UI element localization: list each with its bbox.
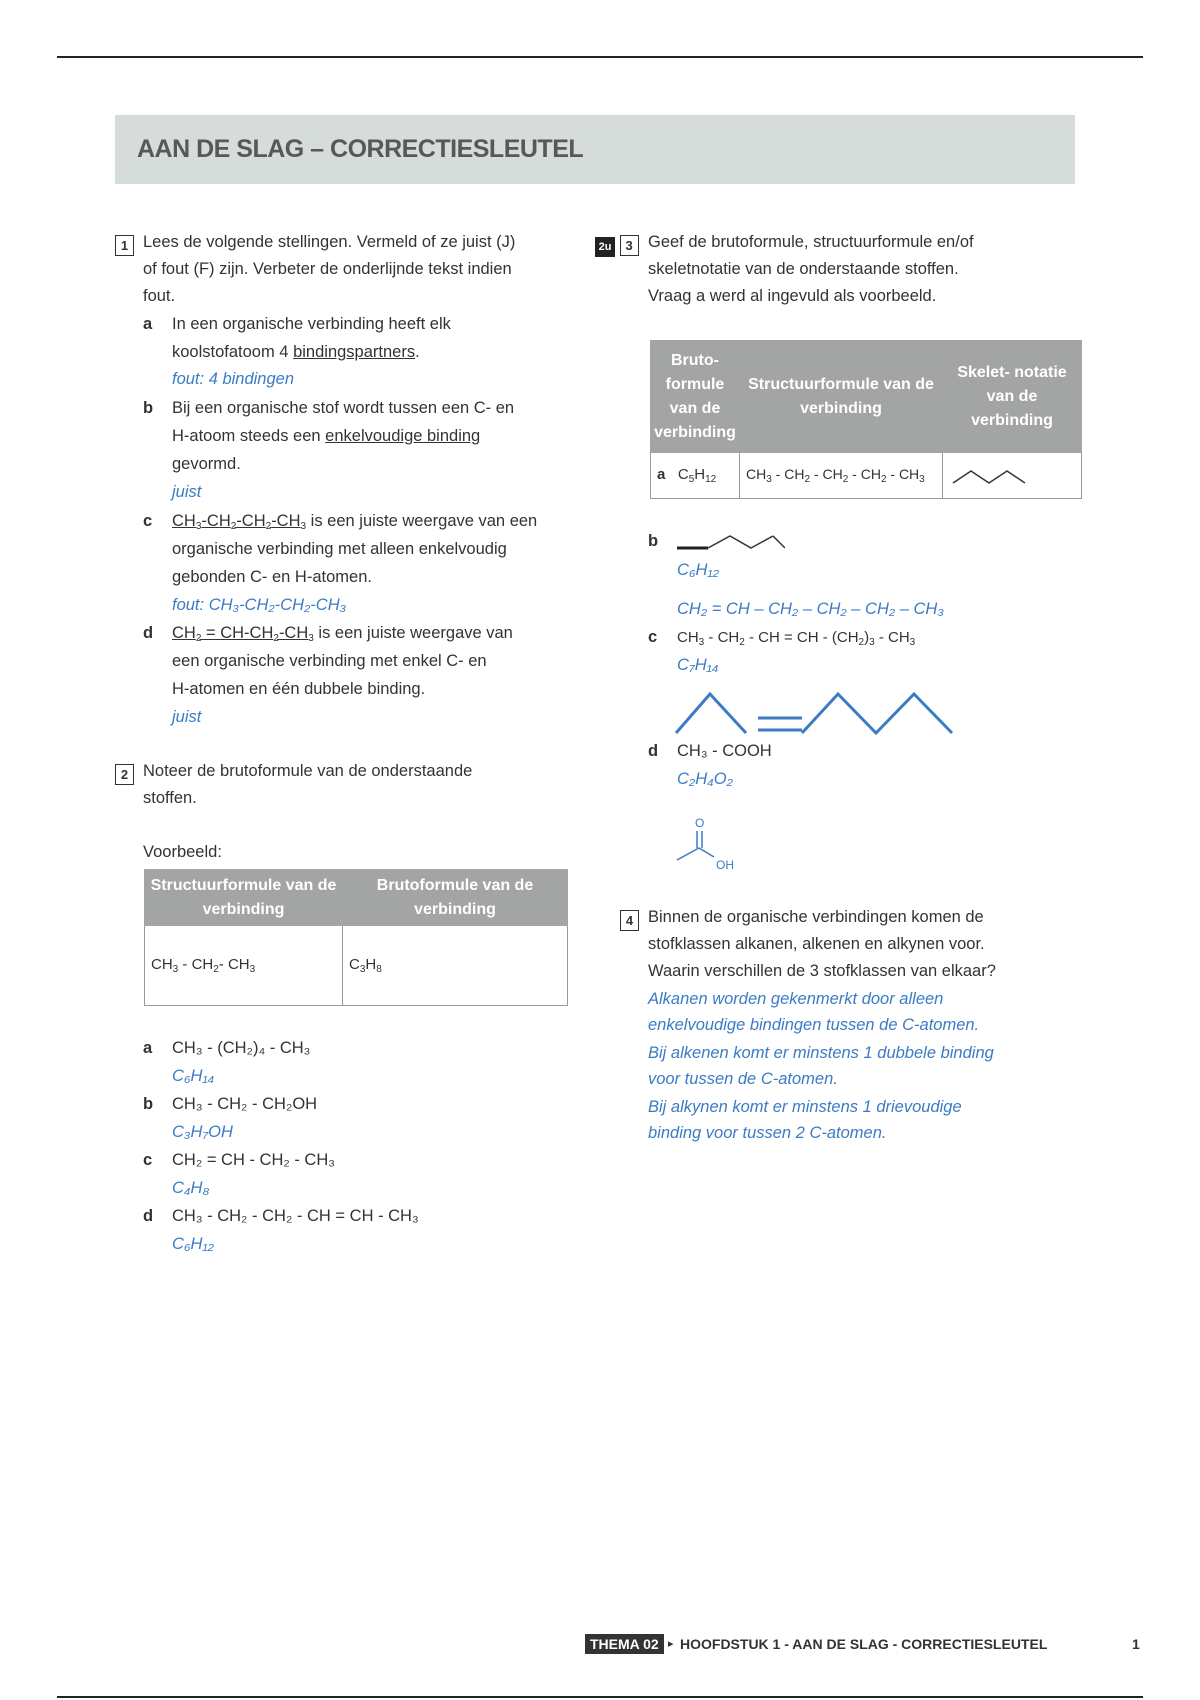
q3b-answer-structure: CH₂ = CH – CH₂ – CH₂ – CH₂ – CH₃	[677, 600, 944, 618]
footer-chapter-title: HOOFDSTUK 1 - AAN DE SLAG - CORRECTIESLEUTEL	[680, 1636, 1048, 1652]
q4-answer-3: Bij alkenen komt er minstens 1 dubbele binding	[648, 1044, 994, 1062]
footer-arrow-icon: ▸	[668, 1638, 674, 1650]
q4-intro-3: Waarin verschillen de 3 stofklassen van elkaar?	[648, 962, 996, 980]
q3a-skeleton-drawing	[945, 459, 1035, 489]
q3a-bruto: a $C_5H_{12}$	[651, 453, 740, 499]
q3-table	[650, 340, 1082, 499]
q3c-answer: C₇H₁₄	[677, 656, 719, 674]
q1-intro-1: Lees de volgende stellingen. Vermeld of ze juist (J)	[143, 233, 516, 251]
q3a-structure: $CH_3 - CH_2 - CH_2 - CH_2 - CH_3$	[740, 453, 943, 499]
q4-number-box: 4	[620, 910, 639, 931]
q2a-answer: C₆H₁₄	[172, 1067, 215, 1085]
q3-time-badge: 2u	[595, 237, 615, 257]
q3b-answer-bruto: C₆H₁₂	[677, 561, 719, 579]
q1b-line3: gevormd.	[172, 455, 241, 473]
q2a-formula: CH₃ - (CH₂)₄ - CH₃	[172, 1039, 311, 1057]
q2d-formula: CH₃ - CH₂ - CH₂ - CH = CH - CH₃	[172, 1207, 419, 1225]
q3-intro-1: Geef de brutoformule, structuurformule en/of	[648, 233, 974, 251]
q1d-answer: juist	[172, 708, 202, 726]
q1d-label: d	[143, 624, 154, 642]
section-banner	[115, 115, 1075, 184]
q1d-line2: een organische verbinding met enkel C- en	[172, 652, 487, 670]
q1-intro-2: of fout (F) zijn. Verbeter de onderlijnde tekst indien	[143, 260, 512, 278]
q3d-answer: C₂H₄O₂	[677, 770, 733, 788]
q3d-skeleton-drawing	[674, 815, 744, 875]
q2c-label: c	[143, 1151, 153, 1169]
q3d-oxygen-label: O	[695, 816, 705, 830]
q4-answer-6: binding voor tussen 2 C-atomen.	[648, 1124, 887, 1142]
q1b-answer: juist	[172, 483, 202, 501]
q4-answer-2: enkelvoudige bindingen tussen de C-atomen.	[648, 1016, 980, 1034]
q1d-line3: H-atomen en één dubbele binding.	[172, 680, 426, 698]
q2d-label: d	[143, 1207, 154, 1225]
q2b-answer: C₃H₇OH	[172, 1123, 233, 1141]
q3-intro-3: Vraag a werd al ingevuld als voorbeeld.	[648, 287, 937, 305]
q4-answer-1: Alkanen worden gekenmerkt door alleen	[648, 990, 944, 1008]
q3b-label: b	[648, 532, 659, 550]
q3c-label: c	[648, 628, 658, 646]
q3-header-structure: Structuurformule van de verbinding	[740, 341, 943, 453]
q1b-label: b	[143, 399, 154, 417]
q1c-line1: $CH_3-CH_2-CH_2-CH_3$ is een juiste weergave van een	[172, 512, 538, 532]
q2-example-label: Voorbeeld:	[143, 843, 222, 861]
q3-number-box: 3	[620, 235, 639, 256]
q1c-answer: fout: CH₃-CH₂-CH₂-CH₃	[172, 596, 347, 614]
q2b-formula: CH₃ - CH₂ - CH₂OH	[172, 1095, 318, 1113]
q1-number-box: 1	[115, 235, 134, 256]
q4-intro-2: stofklassen alkanen, alkenen en alkynen voor.	[648, 935, 985, 953]
q2b-label: b	[143, 1095, 154, 1113]
q3-intro-2: skeletnotatie van de onderstaande stoffen.	[648, 260, 959, 278]
q3c-skeleton-drawing	[674, 688, 959, 738]
q1d-line1: $CH_2 = CH-CH_2-CH_3$ is een juiste weergave van	[172, 624, 513, 644]
q1a-label: a	[143, 315, 153, 333]
q1a-answer: fout: 4 bindingen	[172, 370, 295, 388]
q1c-line2: organische verbinding met alleen enkelvoudig	[172, 540, 507, 558]
q1-intro-3: fout.	[143, 287, 176, 305]
q3d-hydroxyl-label: OH	[716, 858, 734, 872]
q3-header-bruto: Bruto- formule van de verbinding	[651, 341, 740, 453]
q2c-formula: CH₂ = CH - CH₂ - CH₃	[172, 1151, 335, 1169]
q2-intro-2: stoffen.	[143, 789, 197, 807]
q2-example-structure: $CH_3 - CH_2-$ $CH_3$	[145, 926, 343, 1006]
q3a-skelet	[943, 453, 1082, 499]
q1c-line3: gebonden C- en H-atomen.	[172, 568, 372, 586]
top-rule	[57, 56, 1143, 58]
q3d-label: d	[648, 742, 659, 760]
q2a-label: a	[143, 1039, 153, 1057]
q1c-label: c	[143, 512, 153, 530]
q3b-skeleton-drawing	[675, 528, 785, 558]
page-number: 1	[1132, 1636, 1140, 1652]
q3-badges	[595, 235, 639, 257]
q4-answer-4: voor tussen de C-atomen.	[648, 1070, 838, 1088]
q2-intro-1: Noteer de brutoformule van de onderstaande	[143, 762, 473, 780]
bottom-rule	[57, 1696, 1143, 1698]
q1a-line1: In een organische verbinding heeft elk	[172, 315, 451, 333]
q2-example-bruto: $C_3H_8$	[343, 926, 568, 1006]
q1b-line1: Bij een organische stof wordt tussen een C- en	[172, 399, 515, 417]
q1a-line2: koolstofatoom 4 bindingspartners.	[172, 343, 420, 361]
q2-example-table	[144, 869, 568, 1006]
q3-header-skelet: Skelet- notatie van de verbinding	[943, 341, 1082, 453]
footer-theme-badge: THEMA 02	[585, 1634, 664, 1654]
q2-number-box: 2	[115, 764, 134, 785]
q2d-answer: C₆H₁₂	[172, 1235, 214, 1253]
q4-answer-5: Bij alkynen komt er minstens 1 drievoudige	[648, 1098, 962, 1116]
q2-header-bruto: Brutoformule van de verbinding	[343, 870, 568, 926]
q3d-formula: CH₃ - COOH	[677, 742, 772, 760]
q3c-formula: $CH_3 - CH_2$ - CH = CH - $(CH_2)_3 - CH_3$	[677, 629, 916, 648]
q2c-answer: C₄H₈	[172, 1179, 210, 1197]
q1b-line2: H-atoom steeds een enkelvoudige binding	[172, 427, 481, 445]
q4-intro-1: Binnen de organische verbindingen komen de	[648, 908, 984, 926]
banner-title: AAN DE SLAG – CORRECTIESLEUTEL	[137, 135, 584, 163]
q2-header-structure: Structuurformule van de verbinding	[145, 870, 343, 926]
